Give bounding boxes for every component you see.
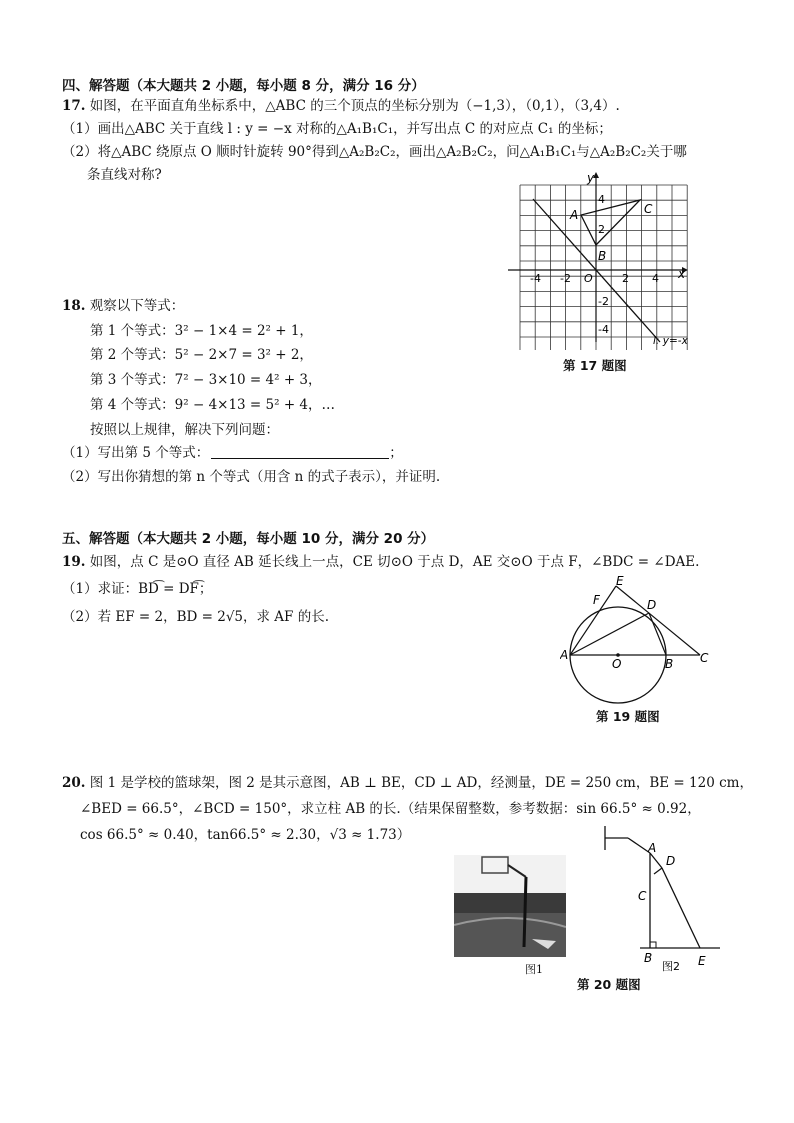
q18-eq2: 第 2 个等式：5² − 2×7 = 3² + 2，: [90, 347, 313, 363]
q18-eq3: 第 3 个等式：7² − 3×10 = 4² + 3，: [90, 372, 322, 388]
q18-intro: 观察以下等式：: [89, 298, 185, 314]
q19-point-d: D: [647, 598, 657, 612]
q18-intro-line: [62, 297, 184, 315]
q20-point-b: B: [644, 951, 653, 965]
q17-tick-y2: 2: [598, 223, 605, 236]
q18-answer-blank[interactable]: [211, 446, 389, 459]
q20-line1: [62, 774, 753, 792]
q17-tick-xneg4: -4: [530, 272, 541, 285]
q17-tick-yneg4: -4: [598, 323, 609, 336]
q20-fig1-label: 图1: [525, 963, 543, 976]
q19-stem: 如图，点 C 是⊙O 直径 AB 延长线上一点，CE 切⊙O 于点 D，AE 交⊙O 于点 F，∠BDC = ∠DAE.: [89, 554, 700, 570]
q20-point-d: D: [666, 854, 676, 868]
q20-line2: ∠BED = 66.5°，∠BCD = 150°，求立柱 AB 的长.（结果保留整数，参考数据：sin 66.5° ≈ 0.92，: [80, 801, 701, 817]
q17-figure-caption: 第 17 题图: [563, 358, 627, 373]
q17-point-a: A: [570, 208, 579, 222]
q17-y-axis-label: y: [587, 171, 595, 185]
q18-eq4: 第 4 个等式：9² − 4×13 = 5² + 4，…: [90, 397, 336, 413]
section5-heading: 五、解答题（本大题共 2 小题，每小题 10 分，满分 20 分）: [62, 531, 435, 547]
q20-point-e: E: [698, 954, 706, 968]
q17-part1: （1）画出△ABC 关于直线 l : y = −x 对称的△A₁B₁C₁，并写出点 C 的对应点 C₁ 的坐标；: [62, 121, 612, 137]
q19-stem-line: [62, 553, 699, 571]
q17-tick-xneg2: -2: [560, 272, 571, 285]
section4-heading: 四、解答题（本大题共 2 小题，每小题 8 分，满分 16 分）: [62, 78, 425, 94]
q17-origin-label: O: [584, 272, 593, 285]
q17-tick-yneg2: -2: [598, 295, 609, 308]
q17-point-c: C: [644, 202, 653, 216]
q19-point-e: E: [616, 574, 624, 588]
q20-figure-caption: 第 20 题图: [577, 977, 641, 992]
q18-eq1: 第 1 个等式：3² − 1×4 = 2² + 1，: [90, 323, 313, 339]
q19-circle-figure: [560, 572, 720, 707]
q18-instruction: 按照以上规律，解决下列问题：: [90, 422, 279, 438]
q18-part1: （1）写出第 5 个等式：: [62, 445, 210, 461]
q17-x-axis-label: x: [678, 267, 686, 281]
q17-tick-x2: 2: [622, 272, 629, 285]
q17-tick-x4: 4: [652, 272, 659, 285]
q20-number: 20.: [62, 775, 86, 791]
q18-part1-end: ；: [389, 445, 403, 461]
q18-number: 18.: [62, 298, 86, 314]
q19-part1: （1）求证：BD͡ = DF͡；: [62, 581, 213, 597]
q17-part2-line2: 条直线对称?: [87, 167, 162, 183]
q19-point-c: C: [700, 651, 709, 665]
q17-part2-line1: （2）将△ABC 绕原点 O 顺时针旋转 90°得到△A₂B₂C₂，画出△A₂B₂C₂，问△A₁B₁C₁与△A₂B₂C₂关于哪: [62, 144, 687, 160]
q17-number: 17.: [62, 98, 86, 114]
q17-stem: 如图，在平面直角坐标系中，△ABC 的三个顶点的坐标分别为（−1,3），（0,1），（3,4）.: [89, 98, 620, 114]
q20-schematic-figure: [590, 818, 730, 976]
q19-figure-caption: 第 19 题图: [596, 709, 660, 724]
q19-point-f: F: [593, 593, 600, 607]
q17-line-l-label: l: y=-x: [653, 335, 688, 347]
q20-line3: cos 66.5° ≈ 0.40，tan66.5° ≈ 2.30，√3 ≈ 1.73）: [80, 827, 411, 843]
q20-point-a: A: [648, 841, 657, 855]
q20-point-c: C: [638, 889, 647, 903]
q20-basketball-photo: [454, 855, 566, 957]
q17-tick-y4: 4: [598, 193, 605, 206]
q19-point-a: A: [560, 648, 569, 662]
q18-part1-line: [62, 444, 403, 462]
q19-part2: （2）若 EF = 2，BD = 2√5，求 AF 的长.: [62, 609, 329, 625]
q17-coordinate-figure: [500, 170, 700, 350]
q18-part2: （2）写出你猜想的第 n 个等式（用含 n 的式子表示），并证明.: [62, 469, 441, 485]
q20-fig2-label: 图2: [662, 960, 680, 973]
q17-stem-line: [62, 97, 620, 115]
q19-point-o: O: [612, 657, 622, 671]
q19-point-b: B: [665, 657, 674, 671]
q19-number: 19.: [62, 554, 86, 570]
q17-point-b: B: [598, 249, 607, 263]
q20-text-line1: 图 1 是学校的篮球架，图 2 是其示意图，AB ⊥ BE，CD ⊥ AD，经测量，DE = 250 cm，BE = 120 cm，: [89, 775, 753, 791]
